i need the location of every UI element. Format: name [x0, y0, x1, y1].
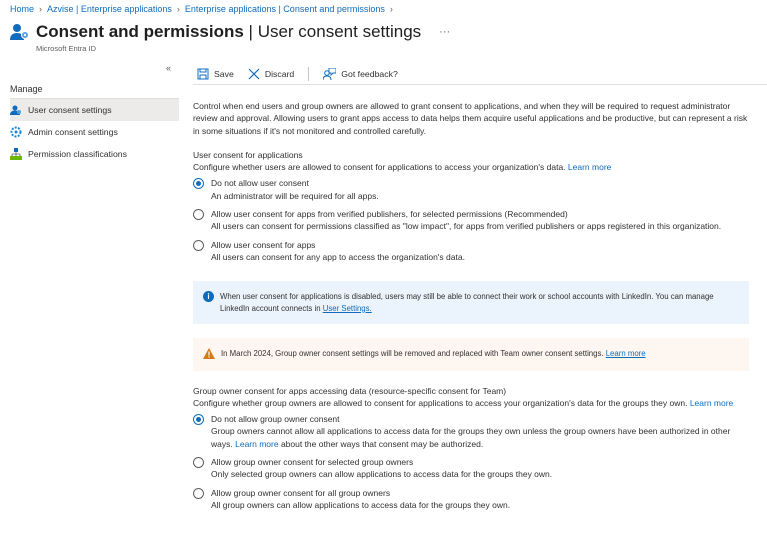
section-description: Configure whether users are allowed to consent for applications to access your organization's data. Learn more [193, 162, 612, 173]
radio-description: All users can consent for any app to access the organization's data. [211, 251, 465, 262]
warning-text: In March 2024, Group owner consent settings will be removed and replaced with Team owner consent settings. [221, 349, 606, 359]
info-banner [193, 281, 749, 324]
radio-label: Allow user consent for apps from verified publishers, for selected permissions (Recommended) [211, 209, 568, 220]
breadcrumb-consent[interactable]: Enterprise applications | Consent and permissions [184, 4, 385, 14]
save-button[interactable] [193, 68, 238, 80]
breadcrumb [10, 4, 393, 14]
feedback-icon [323, 68, 336, 80]
radio-allow-all-apps[interactable] [193, 239, 753, 264]
users-gear-icon [10, 22, 30, 42]
chevron-right-icon: › [39, 4, 43, 14]
section-heading: User consent for applications [193, 149, 303, 160]
sidebar-item-label: Permission classifications [28, 149, 127, 159]
radio-description: An administrator will be required for all apps. [211, 190, 379, 201]
radio-allow-verified-publishers[interactable] [193, 208, 753, 233]
radio-button[interactable] [193, 488, 204, 499]
radio-description: All group owners can allow applications to access data for the groups they own. [211, 499, 511, 510]
save-label: Save [214, 68, 234, 79]
radio-description: All users can consent for permissions classified as "low impact", for apps from verified publishers or apps registered in this organization. [211, 221, 722, 232]
sidebar-section-manage: Manage [10, 84, 43, 94]
close-icon [248, 68, 260, 80]
radio-do-not-allow-group-owner-consent[interactable] [193, 413, 753, 450]
chevron-right-icon: › [389, 4, 393, 14]
toolbar-divider [308, 67, 309, 81]
collapse-sidebar-button[interactable]: « [166, 63, 172, 73]
info-icon: i [203, 291, 214, 302]
sidebar [10, 98, 179, 165]
breadcrumb-home[interactable]: Home [10, 4, 35, 14]
discard-label: Discard [264, 68, 295, 79]
section-description: Configure whether group owners are allowed to consent for applications to access your organization's data for the groups they own. Learn more [193, 397, 734, 408]
feedback-button[interactable] [319, 68, 402, 80]
learn-more-link[interactable]: Learn more [689, 397, 734, 408]
section-heading: Group owner consent for apps accessing data (resource-specific consent for Team) [193, 385, 507, 396]
users-gear-icon [10, 104, 22, 116]
radio-label: Do not allow group owner consent [211, 414, 340, 425]
sidebar-item-user-consent-settings[interactable] [10, 99, 179, 121]
warning-icon [203, 348, 215, 359]
main-content [193, 100, 753, 511]
sidebar-item-admin-consent-settings[interactable] [10, 121, 179, 143]
save-icon [197, 68, 209, 80]
radio-description: Group owners cannot allow all applications to access data for the groups they own unless the group owners have been authorized in other ways. Learn more about the other ways that consent may be authorized. [211, 426, 731, 449]
radio-description: Only selected group owners can allow applications to access data for the groups they own. [211, 469, 553, 480]
feedback-label: Got feedback? [341, 68, 398, 79]
more-options-button[interactable]: ··· [439, 26, 451, 38]
intro-text: Control when end users and group owners are allowed to grant consent to applications, and when they will be required to request administrator review and approval. Allowing users to grant apps access to data helps them acquire useful applications and be productive, but can represent a risk in some situations if it's not monitored and controlled carefully. [193, 101, 748, 136]
page-header [10, 22, 450, 42]
page-title: Consent and permissions | User consent settings [36, 22, 422, 41]
command-bar [193, 63, 767, 85]
breadcrumb-enterprise-apps[interactable]: Azvise | Enterprise applications [47, 4, 172, 14]
chevron-right-icon: › [176, 4, 180, 14]
radio-button[interactable] [193, 178, 204, 189]
gear-icon [10, 126, 22, 138]
radio-label: Do not allow user consent [211, 178, 309, 189]
radio-allow-selected-group-owners[interactable] [193, 456, 753, 481]
radio-do-not-allow-user-consent[interactable] [193, 177, 753, 202]
user-consent-section [193, 149, 753, 263]
radio-button[interactable] [193, 414, 204, 425]
warning-learn-more-link[interactable]: Learn more [605, 349, 646, 359]
radio-button[interactable] [193, 240, 204, 251]
radio-button[interactable] [193, 209, 204, 220]
sidebar-item-permission-classifications[interactable] [10, 143, 179, 165]
learn-more-link[interactable]: Learn more [567, 162, 612, 173]
info-text: When user consent for applications is disabled, users may still be able to connect their work or school accounts with LinkedIn. You can manage LinkedIn account connects in [220, 292, 714, 313]
page-subtitle: Microsoft Entra ID [36, 44, 97, 53]
user-settings-link[interactable]: User Settings. [322, 303, 372, 313]
radio-label: Allow user consent for apps [211, 239, 316, 250]
radio-button[interactable] [193, 457, 204, 468]
warning-banner [193, 338, 749, 370]
radio-label: Allow group owner consent for all group owners [211, 487, 391, 498]
learn-more-link[interactable]: Learn more [235, 438, 279, 449]
radio-label: Allow group owner consent for selected group owners [211, 457, 414, 468]
hierarchy-icon [10, 148, 22, 160]
group-consent-section [193, 385, 753, 512]
radio-allow-all-group-owners[interactable] [193, 487, 753, 512]
discard-button[interactable] [244, 68, 298, 80]
sidebar-item-label: Admin consent settings [28, 127, 118, 137]
sidebar-item-label: User consent settings [28, 105, 112, 115]
